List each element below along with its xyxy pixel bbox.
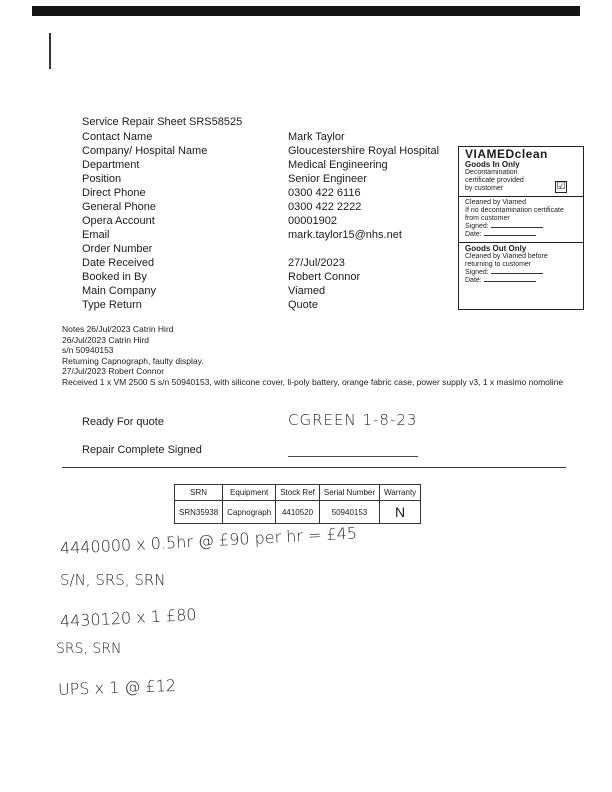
field-row-email: Email mark.taylor15@nhs.net <box>82 229 402 241</box>
notes-line: Notes 26/Jul/2023 Catrin Hird <box>62 324 174 334</box>
viamed-clean-stamp <box>458 146 584 310</box>
table-header-row: SRN Equipment Stock Ref Serial Number Warranty <box>175 485 421 501</box>
notes-line: 27/Jul/2023 Robert Connor <box>62 366 165 376</box>
handwritten-line: 4440000 x 0.5hr @ £90 per hr = £45 <box>59 523 358 558</box>
field-row-hospital: Company/ Hospital Name Gloucestershire Royal Hospital <box>82 145 440 157</box>
field-row-date-received: Date Received 27/Jul/2023 <box>82 257 345 269</box>
handwritten-line: UPS x 1 @ £12 <box>57 675 177 699</box>
sheet-title: Service Repair Sheet SRS58525 <box>82 116 243 128</box>
notes-section <box>62 324 582 387</box>
field-row-order-number: Order Number <box>82 243 153 255</box>
stamp-goods-out: Goods Out Only Cleaned by Viamed before returning to customer Signed: Date: <box>465 244 548 284</box>
field-row-general-phone: General Phone 0300 422 2222 <box>82 201 362 213</box>
notes-line: 26/Jul/2023 Catrin Hird <box>62 334 149 345</box>
notes-line: s/n 50940153 <box>62 345 114 355</box>
repair-complete-label: Repair Complete Signed <box>82 444 202 456</box>
handwritten-line: SRS, SRN <box>56 641 122 657</box>
field-row-opera-account: Opera Account 00001902 <box>82 215 337 227</box>
field-row-direct-phone: Direct Phone 0300 422 6116 <box>82 187 361 199</box>
field-row-booked-in-by: Booked in By Robert Connor <box>82 271 361 283</box>
notes-line: Received 1 x VM 2500 S s/n 50940153, with silicone cover, li-poly battery, orange fabric case, power supply v3, 1 x masimo nomoline <box>62 376 564 387</box>
field-row-type-return: Type Return Quote <box>82 299 318 311</box>
field-row-department: Department Medical Engineering <box>82 159 388 171</box>
stamp-brand: VIAMEDclean <box>465 147 548 161</box>
handwritten-line: 4430120 x 1 £80 <box>59 604 198 631</box>
stamp-goods-in: Goods In Only Decontamination certificate provided by customer <box>465 160 524 192</box>
decon-checkbox-icon: ☑ <box>556 181 566 192</box>
warranty-handwritten: N <box>380 501 421 524</box>
ready-signature: CGREEN 1-8-23 <box>288 411 418 429</box>
repair-signature-line <box>288 456 418 457</box>
srn-table <box>174 484 421 524</box>
notes-line: Returning Capnograph, faulty display. <box>62 355 204 366</box>
stamp-cleaned-in: Cleaned by Viamed If no decontamination certificate from customer Signed: Date: <box>465 199 564 238</box>
margin-mark <box>49 33 51 69</box>
field-row-main-company: Main Company Viamed <box>82 285 326 297</box>
section-divider <box>62 467 566 468</box>
field-row-position: Position Senior Engineer <box>82 173 367 185</box>
contact-fields <box>82 130 439 312</box>
scan-top-border <box>32 6 580 16</box>
table-row: SRN35938 Capnograph 4410520 50940153 N <box>175 501 421 524</box>
field-row-contact-name: Contact Name Mark Taylor <box>82 131 345 143</box>
ready-for-quote-label: Ready For quote <box>82 416 164 428</box>
handwritten-line: S/N, SRS, SRN <box>60 571 166 589</box>
